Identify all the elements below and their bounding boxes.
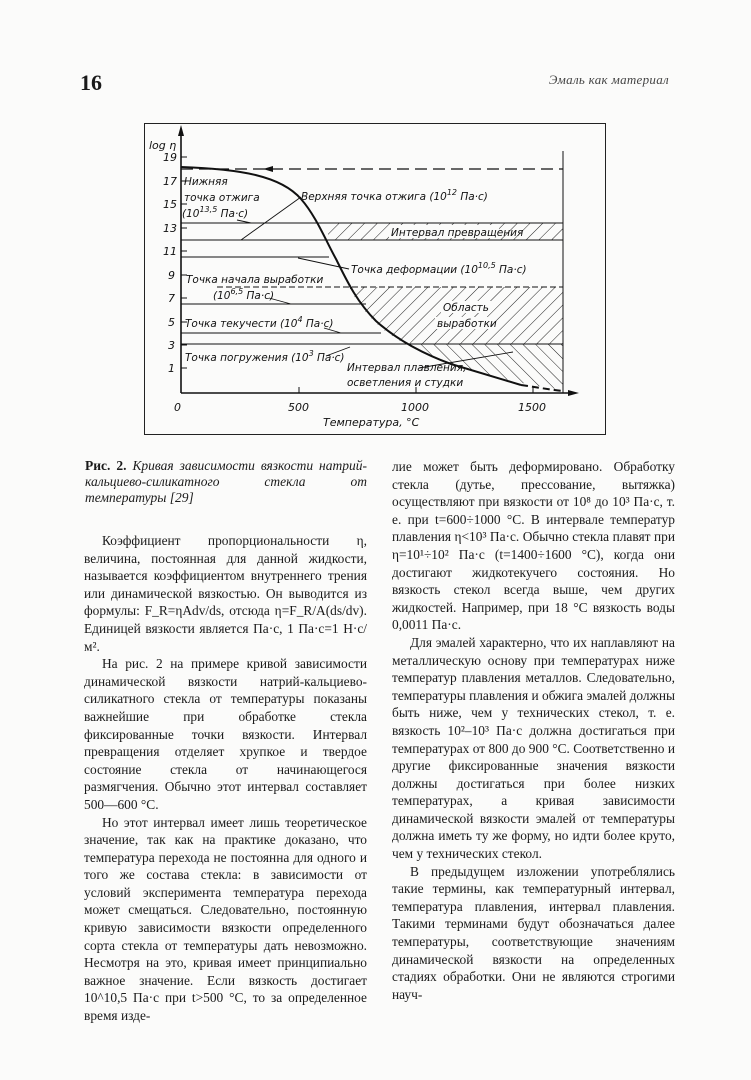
svg-text:0: 0 bbox=[174, 401, 181, 414]
svg-text:осветления и студки: осветления и студки bbox=[347, 377, 464, 389]
svg-text:Интервал превращения: Интервал превращения bbox=[391, 227, 524, 239]
svg-text:Точка начала выработки: Точка начала выработки bbox=[186, 274, 324, 286]
svg-text:Нижняя: Нижняя bbox=[184, 176, 228, 188]
viscosity-chart bbox=[1, 1, 751, 461]
svg-text:500: 500 bbox=[288, 401, 309, 414]
caption-label: Рис. 2. bbox=[85, 458, 127, 473]
svg-text:1500: 1500 bbox=[518, 401, 546, 414]
figure-caption bbox=[85, 458, 367, 506]
svg-text:(106,5 Па·с): (10$^{6,5}$ Па·с) bbox=[213, 287, 275, 302]
page-number: 16 bbox=[80, 70, 102, 95]
svg-text:Область: Область bbox=[443, 302, 489, 314]
x-axis-label: Температура, °C bbox=[323, 416, 420, 429]
svg-text:19: 19 bbox=[163, 151, 177, 164]
svg-text:9: 9 bbox=[168, 269, 175, 282]
svg-text:(1013,5 Па·с): (10$^{13,5}$ Па·с) bbox=[182, 205, 249, 220]
svg-text:1000: 1000 bbox=[401, 401, 429, 414]
paragraph: В предыдущем изложении употреблялись такие термины, как температурный интервал, температура плавления, интервал плавления. Такими терминами будут обозначаться далее температуры, соответствующие значениям динамической вязкости на определенных стадиях обработки. Они не являются строгими науч- bbox=[392, 863, 675, 1002]
svg-text:Верхняя точка отжига (1012 Па·: Верхняя точка отжига ($10^{12}$ Па·с) bbox=[301, 188, 488, 203]
svg-text:Точка текучести (104 Па·с): Точка текучести ($10^4$ Па·с) bbox=[185, 315, 334, 330]
svg-text:выработки: выработки bbox=[437, 318, 497, 330]
working-range-region bbox=[349, 287, 563, 344]
text-column-right bbox=[392, 458, 675, 1003]
paragraph: лие может быть деформировано. Обработку стекла (дутье, прессование, вытяжка) осуществляют при вязкости от 10⁸ до 10³ Па·с, т. е. при t=600÷1000 °C. В интервале температур плавления η<10³ Па·с. Обычно стекла плавят при η=10¹÷10² Па·с (t=1400÷1600 °C), когда они достигают жидкотекучего состояния. Но вязкость стекол всегда выше, чем других жидкостей. Например, при 18 °C вязкость воды 0,0011 Па·с. bbox=[392, 459, 675, 633]
y-axis-label: log η bbox=[149, 139, 177, 152]
svg-text:17: 17 bbox=[163, 175, 177, 188]
svg-text:15: 15 bbox=[163, 198, 177, 211]
svg-text:3: 3 bbox=[168, 339, 175, 352]
running-title: Эмаль как материал bbox=[548, 72, 669, 87]
caption-text: Кривая зависимости вязкости натрий-кальциево-силикатного стекла от температуры [29] bbox=[85, 458, 367, 505]
svg-text:5: 5 bbox=[168, 316, 175, 329]
svg-text:13: 13 bbox=[163, 222, 177, 235]
svg-text:7: 7 bbox=[168, 292, 175, 305]
paragraph: На рис. 2 на примере кривой зависимости динамической вязкости натрий-кальциево-силикатного стекла от температуры показаны важнейшие при обработке стекла фиксированные точки вязкости. Интервал превращения отделяет хрупкое и твердое состояние стекла от начинающегося размягчения. Обычно этот интервал составляет 500—600 °C. bbox=[84, 656, 367, 812]
svg-text:Интервал плавления,: Интервал плавления, bbox=[347, 362, 467, 374]
svg-text:Точка деформации (1010,5 Па·с): Точка деформации (10$^{10,5}$ Па·с) bbox=[351, 261, 527, 276]
paragraph: Для эмалей характерно, что их наплавляют на металлическую основу при температурах ниже температур плавления металлов. Следовательно, температуры плавления и обжига эмалей должны быть ниже, чем у технических стекол, т. е. вязкость 10²–10³ Па·с должна достигаться при температурах от 800 до 900 °C. Соответственно и другие фиксированные значения вязкости должны достигаться при более низких температурах, а кривая зависимости динамической вязкости эмалей от температуры должна иметь ту же форму, но идти более круто, чем у технических стекол. bbox=[392, 634, 676, 862]
svg-text:точка отжига: точка отжига bbox=[184, 192, 260, 204]
paragraph: Но этот интервал имеет лишь теоретическое значение, так как на практике доказано, что температура перехода не постоянна для одного и того же состава стекла: в зависимости от условий эксперимента температура перехода может смещаться. Следовательно, постоянную кривую зависимости вязкости определенного сорта стекла от температуры дать невозможно. Несмотря на это, кривая имеет принципиально важное значение. Если вязкость достигает 10^10,5 Па·с при t>500 °C, то за определенное время изде- bbox=[84, 814, 367, 1024]
svg-text:1: 1 bbox=[168, 362, 175, 375]
viscosity-chart-figure bbox=[144, 123, 606, 435]
text-column-left bbox=[84, 532, 367, 1025]
paragraph: Коэффициент пропорциональности η, величина, постоянная для данной жидкости, называется коэффициентом внутреннего трения или динамической вязкостью. Он выводится из формулы: F_R=ηAdv/ds, отсюда η=F_R/A(ds/dv). Единицей вязкости является Па·с, 1 Па·с=1 Н·с/м². bbox=[84, 533, 367, 654]
svg-text:Точка погружения (103 Па·с): Точка погружения ($10^3$ Па·с) bbox=[185, 349, 345, 364]
svg-text:11: 11 bbox=[163, 245, 177, 258]
